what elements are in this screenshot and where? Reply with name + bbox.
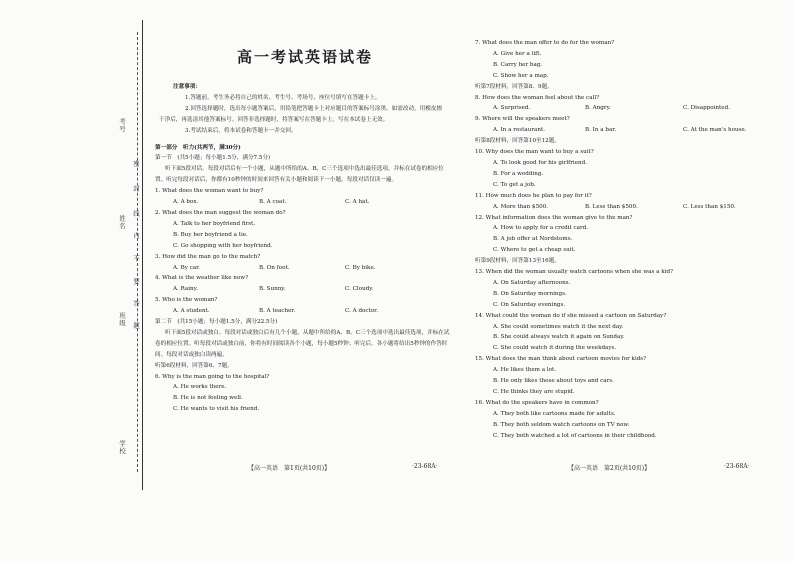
- question-options: [155, 306, 455, 317]
- option: C. Less than $150.: [683, 203, 736, 210]
- option: B. They both seldom watch cartoons on TV now.: [493, 421, 630, 428]
- option: A. Rainy.: [173, 286, 198, 293]
- notice-item: 3.考试结束后，将本试卷和答题卡一并交回。: [185, 127, 297, 134]
- material-note: 听第8段材料，回答第10至12题。: [475, 138, 560, 145]
- section2-instructions: 听下面5段对话或独白。每段对话或独白后有几个小题，从题中所给的A、B、C三个选项中选出最佳选项，并标在试卷的相应位置。听每段对话或独白前，你将有时间阅读各个小题，每小题5秒钟；听完后，各小题将给出5秒钟的作答时间。每段对话或独白读两遍。: [155, 329, 450, 358]
- option: B. Sunny.: [259, 286, 286, 293]
- question-stem: 1. What does the woman want to buy?: [155, 188, 264, 195]
- label-class: 班级: [118, 312, 126, 327]
- option: C. Where to get a cheap suit.: [493, 247, 576, 254]
- option: C. Show her a map.: [493, 72, 549, 79]
- option: A. A box.: [173, 199, 199, 206]
- left-page: [155, 38, 455, 415]
- option: B. Angry.: [585, 105, 611, 112]
- question-stem: 14. What could the woman do if she missed a cartoon on Saturday?: [475, 312, 667, 319]
- question-stem: 11. How much does he plan to pay for it?: [475, 192, 592, 199]
- question-options: [155, 263, 455, 274]
- option: B. In a bar.: [585, 127, 617, 134]
- option: A. Surprised.: [493, 105, 531, 112]
- option: B. A teacher.: [259, 308, 296, 315]
- material-note: 听第6段材料，回答第6、7题。: [155, 362, 233, 369]
- label-exam-number: 考号: [118, 118, 126, 133]
- page-footer-left: 【高一英语 第1页(共10页)】: [248, 465, 331, 472]
- label-school: 学校: [118, 440, 126, 455]
- option: B. On Saturday mornings.: [493, 290, 567, 297]
- seal-char: 不: [132, 255, 140, 262]
- option: C. She could watch it during the weekdays.: [493, 345, 617, 352]
- section2-heading: 第二节 (共15小题；每小题1.5分，满分22.5分): [155, 319, 278, 326]
- question-stem: 2. What does the man suggest the woman do?: [155, 209, 286, 216]
- option: C. He thinks they are stupid.: [493, 389, 575, 395]
- option: C. Disappointed.: [683, 105, 730, 112]
- option: C. They both watched a lot of cartoons in their childhood.: [493, 432, 657, 439]
- question-options: [155, 197, 455, 208]
- option: C. At the man's house.: [683, 127, 747, 134]
- option: B. A job offer at Nordstoms.: [493, 236, 573, 243]
- seal-char: 答: [132, 300, 140, 307]
- page-code-left: ·23-68A·: [412, 463, 438, 470]
- option: C. He wants to visit his friend.: [173, 406, 260, 413]
- question-options: [475, 202, 775, 213]
- option: A. A student.: [173, 308, 210, 315]
- question-stem: 16. What do the speakers have in common?: [475, 399, 599, 406]
- option: A. She could sometimes watch it the next day.: [493, 323, 624, 330]
- option: A. How to apply for a credit card.: [493, 225, 589, 232]
- notice-item: 1.答题前，考生务必将自己的姓名、考生号、考场号、座位号填写在答题卡上。: [185, 94, 381, 101]
- material-note: 听第9段材料，回答第13至16题。: [475, 258, 560, 265]
- option: A. Give her a lift.: [493, 50, 542, 57]
- option: A. To look good for his girlfriend.: [493, 159, 587, 166]
- option: B. Carry her bag.: [493, 61, 543, 68]
- question-stem: 10. Why does the man want to buy a suit?: [475, 149, 594, 156]
- question-stem: 15. What does the man think about cartoon movies for kids?: [475, 356, 647, 363]
- right-page: [475, 38, 775, 442]
- section1-instructions: 听下面5段对话。每段对话后有一个小题，从题中所给的A、B、C三个选项中选出最佳选项，并标在试卷的相应位置。听完每段对话后，你都有10秒钟的时间来回答有关小题和阅读下一小题。每段对话仅读一遍。: [155, 166, 444, 184]
- question-stem: 5. Who is the woman?: [155, 297, 218, 304]
- question-options: [475, 125, 775, 136]
- option: C. On Saturday evenings.: [493, 301, 566, 308]
- section1-heading: 第一节 (共5小题；每小题1.5分，满分7.5分): [155, 155, 271, 162]
- option: C. By bike.: [345, 264, 376, 271]
- page-code-right: ·23-68A·: [724, 463, 750, 470]
- question-stem: 4. What is the weather like now?: [155, 275, 249, 282]
- question-stem: 9. Where will the speakers meet?: [475, 116, 570, 123]
- option: A. He likes them a lot.: [493, 367, 557, 374]
- option: B. She could always watch it again on Sunday.: [493, 334, 625, 341]
- material-note: 听第7段材料，回答第8、9题。: [475, 83, 553, 90]
- option: C. To get a job.: [493, 181, 536, 188]
- option: A. They both like cartoons made for adults.: [493, 410, 616, 417]
- question-stem: 12. What information does the woman give to the man?: [475, 214, 633, 221]
- option: A. On Saturday afternoons.: [493, 279, 571, 286]
- option: B. On foot.: [259, 264, 290, 271]
- option: A. In a restaurant.: [493, 127, 545, 134]
- label-name: 姓名: [118, 215, 126, 230]
- notice-item: 2.回答选择题时，选出每小题答案后，用铅笔把答题卡上对应题目的答案标号涂黑。如需改动，用橡皮擦干净后，再选涂其他答案标号。回答非选择题时，将答案写在答题卡上。写在本试卷上无效。: [159, 105, 443, 123]
- seal-char: 线: [132, 210, 140, 217]
- question-stem: 6. Why is the man going to the hospital?: [155, 373, 270, 380]
- option: A. Talk to her boyfriend first.: [173, 220, 256, 227]
- option: A. By car.: [173, 264, 200, 271]
- seal-char: 内: [132, 232, 140, 239]
- seal-char: 封: [132, 185, 140, 192]
- exam-title: 高一考试英语试卷: [236, 48, 373, 66]
- question-options: [155, 284, 455, 295]
- seal-char: 要: [132, 278, 140, 285]
- part-heading: 第一部分 听力(共两节，满30分): [155, 144, 241, 151]
- seal-char: 题: [132, 322, 140, 329]
- option: B. For a wedding.: [493, 170, 544, 177]
- question-stem: 3. How did the man go to the match?: [155, 253, 261, 260]
- question-stem: 7. What does the man offer to do for the woman?: [475, 40, 615, 46]
- option: B. He is not feeling well.: [173, 395, 243, 402]
- question-options: [475, 103, 775, 114]
- option: B. Buy her boyfriend a tie.: [173, 231, 248, 238]
- notice-heading: 注意事项：: [173, 84, 201, 90]
- option: B. A coat.: [259, 199, 287, 206]
- question-stem: 13. When did the woman usually watch cartoons when she was a kid?: [475, 269, 674, 276]
- option: B. Less than $500.: [585, 203, 638, 210]
- page-footer-right: 【高一英语 第2页(共10页)】: [568, 465, 651, 472]
- option: C. Go shopping with her boyfriend.: [173, 242, 273, 249]
- option: A. He works there.: [173, 384, 227, 391]
- seal-line: [137, 32, 138, 472]
- option: C. A hat.: [345, 199, 370, 206]
- question-stem: 8. How does the woman feel about the call?: [475, 94, 600, 101]
- option: C. A doctor.: [345, 308, 378, 315]
- option: C. Cloudy.: [345, 286, 374, 293]
- option: A. More than $500.: [493, 203, 549, 210]
- seal-char: 密: [132, 160, 140, 167]
- option: B. He only likes those about toys and cars.: [493, 378, 614, 385]
